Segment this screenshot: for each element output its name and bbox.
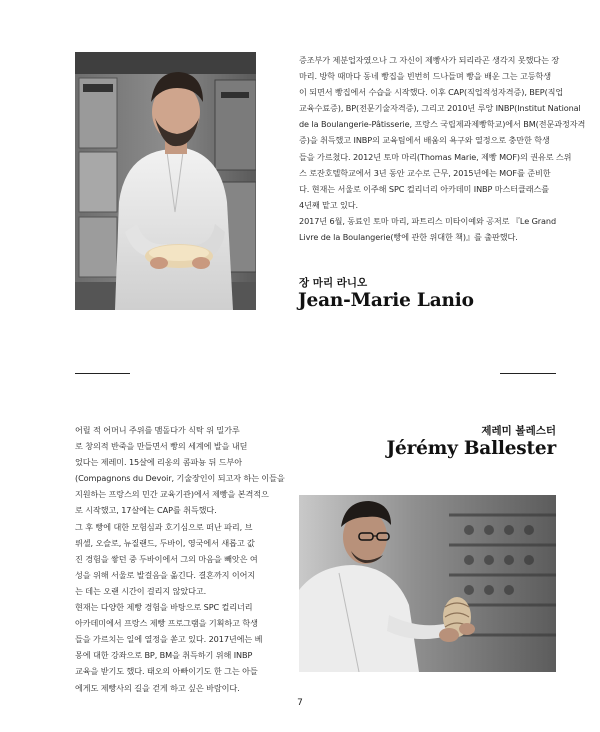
ballester-english-name: Jérémy Ballester <box>386 438 556 459</box>
bio-line: 증)을 취득했고 INBP의 교육팀에서 배움의 욕구와 열정으로 충만한 학생 <box>299 135 550 146</box>
bio-line: 현재는 다양한 제빵 경험을 바탕으로 SPC 컬리너리 <box>75 602 253 613</box>
ballester-korean-name: 제레미 볼레스터 <box>481 425 556 437</box>
lanio-biography <box>299 52 586 245</box>
bio-line: 는 데는 오랜 시간이 걸리지 않았다고. <box>75 585 207 596</box>
bio-line: de la Boulangerie-Pâtisserie, 프랑스 국립제과제빵학교)에서 BM(전문과정자격 <box>299 119 586 130</box>
bio-line: 아카데미에서 프랑스 제빵 프로그램을 기획하고 학생 <box>75 618 258 629</box>
bio-line: 2017년 6월, 동료인 토마 마리, 파트리스 미타이예와 공저로 『Le Grand <box>299 215 557 226</box>
bio-line: 로 시작했고, 17살에는 CAP를 취득했다. <box>75 505 217 516</box>
page-number: 7 <box>297 698 303 708</box>
bio-line: 이 되면서 빵집에서 수습을 시작했다. 이후 CAP(직업적성자격증), BEP(직업 <box>299 87 564 98</box>
bio-line: 4년째 맡고 있다. <box>299 199 359 210</box>
bio-line: 교육을 받기도 했다. 태오의 아빠이기도 한 그는 아들 <box>75 666 258 677</box>
section-divider-left <box>75 373 130 374</box>
bio-line: 성을 위해 서울로 발걸음을 옮긴다. 결혼까지 이어지 <box>75 569 256 580</box>
bio-line: 그 후 빵에 대한 모험심과 호기심으로 떠난 파리, 브 <box>75 521 253 532</box>
bio-line: 들을 가르쳤다. 2012년 토마 마리(Thomas Marie, 제빵 MOF)의 권유로 스위 <box>299 151 572 162</box>
bio-line: 몽에 대한 강좌으로 BP, BM을 취득하기 위해 INBP <box>75 650 253 661</box>
bio-line: 스 로잔호텔학교에서 3년 동안 교수로 근무, 2015년에는 MOF를 준비한 <box>299 167 551 178</box>
bio-line: 다. 현재는 서울로 이주해 SPC 컬리너리 아카데미 INBP 마스터클래스를 <box>299 183 550 194</box>
bio-line: 교육수료증), BP(전문기술자격증), 그리고 2010년 루앙 INBP(Institut National <box>299 103 581 114</box>
lanio-english-name: Jean-Marie Lanio <box>298 290 474 311</box>
bio-line: 어릴 적 어머니 주위를 맴돌다가 식탁 위 밀가루 <box>75 425 240 435</box>
chef-shaping-pastry-photo <box>299 495 556 672</box>
bio-line: 진 경험을 쌓던 중 두바이에서 그의 마음을 빼앗은 여 <box>75 553 258 564</box>
bio-line: 에게도 제빵사의 길을 걷게 하고 싶은 바람이다. <box>75 682 240 693</box>
bio-line: 증조부가 제분업자였으나 그 자신이 제빵사가 되리라곤 생각지 못했다는 장 <box>299 55 560 65</box>
bio-line: 들을 가르치는 일에 열정을 쏟고 있다. 2017년에는 베 <box>75 634 263 645</box>
bio-line: 로 창의적 반죽을 만들면서 빵의 세계에 발을 내딛 <box>75 441 248 452</box>
bio-line: 지원하는 프랑스의 민간 교육기관)에서 제빵을 본격적으 <box>75 489 269 500</box>
bio-line: (Compagnons du Devoir, 기술장인이 되고자 하는 이들을 <box>75 473 285 484</box>
bio-line: 었다는 제레미. 15살에 리옹의 콤파뇽 뒤 드부아 <box>75 457 242 468</box>
ballester-biography <box>75 422 285 696</box>
chef-holding-dough-photo <box>75 52 256 310</box>
bio-line: 뤼셀, 오슬로, 뉴질랜드, 두바이, 영국에서 새롭고 값 <box>75 537 255 548</box>
bio-line: Livre de la Boulangerie(빵에 관한 위대한 책)』를 출판했다. <box>299 232 518 243</box>
lanio-korean-name: 장 마리 라니오 <box>299 277 368 289</box>
bio-line: 마리. 방학 때마다 동네 빵집을 빈번히 드나들며 빵을 배운 그는 고등학생 <box>299 71 552 82</box>
section-divider-right <box>500 373 556 374</box>
